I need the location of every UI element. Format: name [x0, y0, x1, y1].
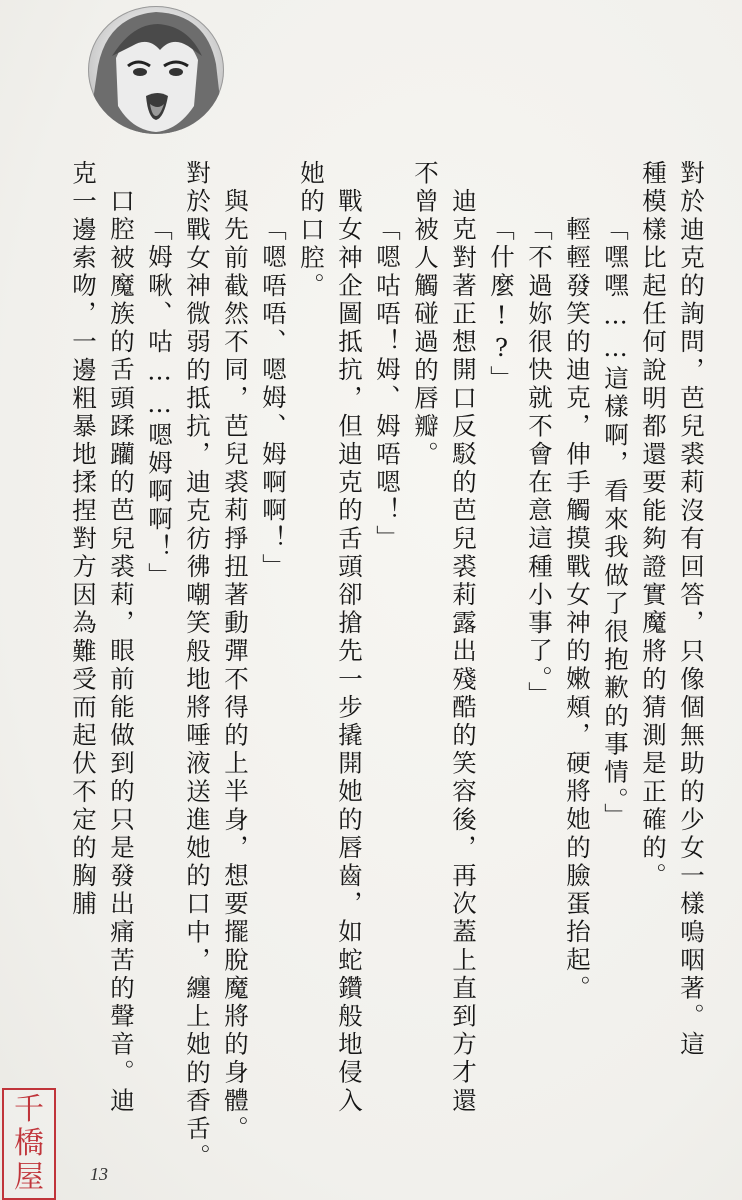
text-column: 她的口腔。	[297, 160, 326, 301]
text-column: 不曾被人觸碰過的唇瓣。	[411, 160, 440, 470]
text-column: 「什麼!?」	[487, 216, 516, 394]
publisher-seal-stamp	[2, 1088, 56, 1200]
seal-char: 橋	[14, 1126, 44, 1161]
text-column: 與先前截然不同，芭兒裘莉掙扭著動彈不得的上半身，想要擺脫魔將的身體。	[221, 188, 250, 1144]
seal-char: 屋	[14, 1160, 44, 1195]
page-number: 13	[90, 1164, 108, 1184]
text-column: 「姆啾、咕……嗯姆啊啊！」	[145, 216, 174, 591]
text-column: 對於戰女神微弱的抵抗，迪克彷彿嘲笑般地將唾液送進她的口中，纏上她的香舌。	[183, 160, 212, 1172]
text-column: 克一邊索吻，一邊粗暴地揉捏對方因為難受而起伏不定的胸脯	[69, 160, 98, 919]
text-column: 「不過妳很快就不會在意這種小事了。」	[525, 216, 554, 710]
text-column: 對於迪克的詢問，芭兒裘莉沒有回答，只像個無助的少女一樣嗚咽著。這	[677, 160, 706, 1060]
text-column: 輕輕發笑的迪克，伸手觸摸戰女神的嫩頰，硬將她的臉蛋抬起。	[563, 216, 592, 1003]
text-column: 迪克對著正想開口反駁的芭兒裘莉露出殘酷的笑容後，再次蓋上直到方才還	[449, 188, 478, 1116]
text-column: 種模樣比起任何說明都還要能夠證實魔將的猜測是正確的。	[639, 160, 668, 891]
text-column: 「嗯咕唔！姆、姆唔嗯！」	[373, 216, 402, 554]
seal-char: 千	[14, 1092, 44, 1127]
vertical-text-body	[69, 160, 706, 1172]
character-portrait-icon	[88, 6, 224, 134]
text-column: 戰女神企圖抵抗，但迪克的舌頭卻搶先一步撬開她的唇齒，如蛇鑽般地侵入	[335, 188, 364, 1116]
text-column: 「嗯唔唔、嗯姆、姆啊啊！」	[259, 216, 288, 582]
text-column: 「嘿嘿……這樣啊，看來我做了很抱歉的事情。」	[601, 216, 630, 831]
text-column: 口腔被魔族的舌頭蹂躪的芭兒裘莉，眼前能做到的只是發出痛苦的聲音。迪	[107, 188, 136, 1116]
